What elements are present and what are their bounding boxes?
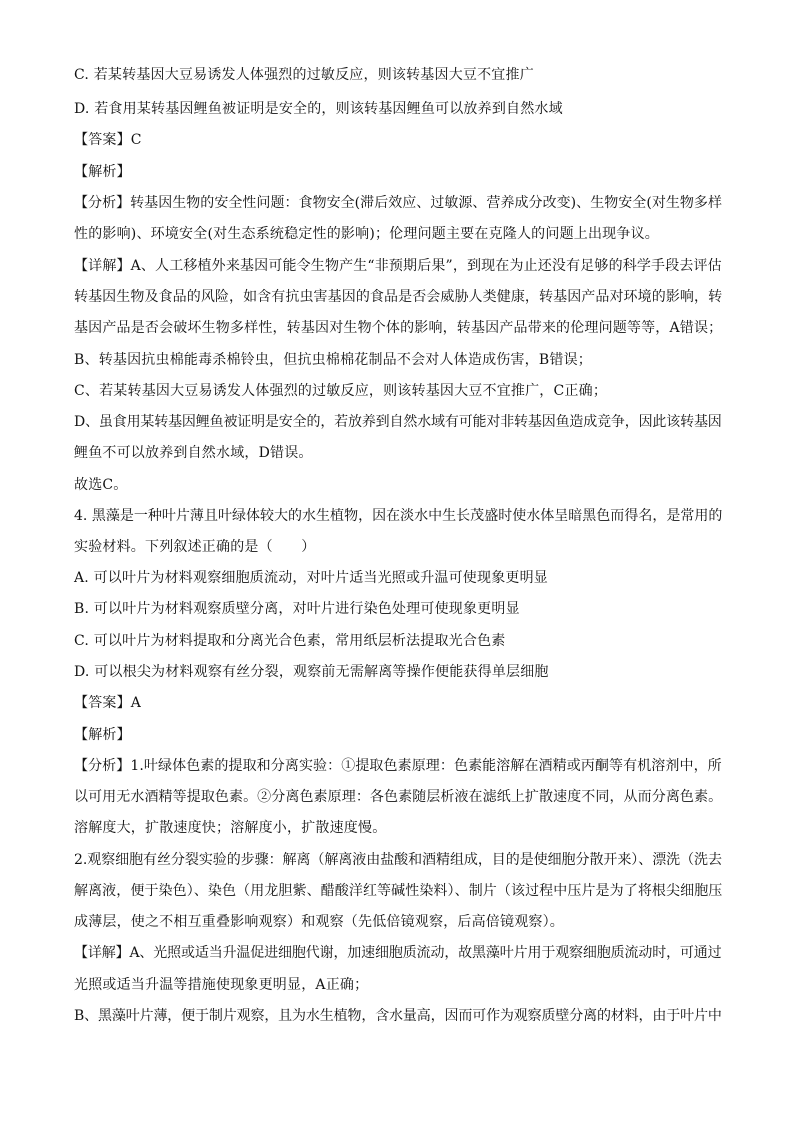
analysis-line: 2.观察细胞有丝分裂实验的步骤：解离（解离液由盐酸和酒精组成，目的是使细胞分散开来）、漂洗（洗去 xyxy=(74,852,722,868)
detail-line: 鲤鱼不可以放养到自然水域，D错误。 xyxy=(74,445,313,461)
question-4-stem: 实验材料。下列叙述正确的是（ ） xyxy=(74,539,316,555)
option-c-line: C. 可以叶片为材料提取和分离光合色素，常用纸层析法提取光合色素 xyxy=(74,633,506,649)
answer-label: 【答案】C xyxy=(74,132,142,148)
detail-line: 【详解】A、人工移植外来基因可能令生物产生“非预期后果”，到现在为止还没有足够的科学手段去评估 xyxy=(74,258,722,274)
answer-label: 【答案】A xyxy=(74,695,142,711)
option-d-line: D. 可以根尖为材料观察有丝分裂，观察前无需解离等操作便能获得单层细胞 xyxy=(74,664,549,680)
option-a-line: A. 可以叶片为材料观察细胞质流动，对叶片适当光照或升温可使现象更明显 xyxy=(74,570,549,586)
option-b-line: B. 可以叶片为材料观察质壁分离，对叶片进行染色处理可使现象更明显 xyxy=(74,601,520,617)
analysis-line: 成薄层，使之不相互重叠影响观察）和观察（先低倍镜观察，后高倍镜观察）。 xyxy=(74,914,564,930)
explanation-label: 【解析】 xyxy=(74,164,131,180)
detail-line: B、转基因抗虫棉能毒杀棉铃虫，但抗虫棉棉花制品不会对人体造成伤害，B错误； xyxy=(74,352,592,368)
detail-line: 转基因生物及食品的风险，如含有抗虫害基因的食品是否会威胁人类健康，转基因产品对环境的影响，转 xyxy=(74,289,723,305)
detail-line: D、虽食用某转基因鲤鱼被证明是安全的，若放养到自然水域有可能对非转基因鱼造成竞争，因此该转基因 xyxy=(74,414,722,430)
explanation-label: 【解析】 xyxy=(74,727,131,743)
question-4-stem: 4. 黑藻是一种叶片薄且叶绿体较大的水生植物，因在淡水中生长茂盛时使水体呈暗黑色而得名，是常用的 xyxy=(74,508,723,524)
analysis-line: 【分析】转基因生物的安全性问题：食物安全(滞后效应、过敏源、营养成分改变)、生物安全(对生物多样 xyxy=(74,195,722,211)
option-c-line: C. 若某转基因大豆易诱发人体强烈的过敏反应，则该转基因大豆不宜推广 xyxy=(74,67,534,83)
detail-line: B、黑藻叶片薄，便于制片观察，且为水生植物，含水量高，因而可作为观察质壁分离的材料，由于叶片中 xyxy=(74,1008,722,1024)
option-d-line: D. 若食用某转基因鲤鱼被证明是安全的，则该转基因鲤鱼可以放养到自然水域 xyxy=(74,101,563,117)
choice-line: 故选C。 xyxy=(74,477,128,493)
detail-line: 【详解】A、光照或适当升温促进细胞代谢，加速细胞质流动，故黑藻叶片用于观察细胞质流动时，可通过 xyxy=(74,945,722,961)
detail-line: 基因产品是否会破坏生物多样性，转基因对生物个体的影响，转基因产品带来的伦理问题等等，A错误； xyxy=(74,320,723,336)
analysis-line: 溶解度大，扩散速度快；溶解度小，扩散速度慢。 xyxy=(74,820,387,836)
analysis-line: 【分析】1.叶绿体色素的提取和分离实验：①提取色素原理：色素能溶解在酒精或丙酮等有机溶剂中，所 xyxy=(74,758,722,774)
analysis-line: 解离液，便于染色）、染色（用龙胆紫、醋酸洋红等碱性染料）、制片（该过程中压片是为了将根尖细胞压 xyxy=(74,883,723,899)
detail-line: C、若某转基因大豆易诱发人体强烈的过敏反应，则该转基因大豆不宜推广，C正确； xyxy=(74,383,608,399)
detail-line: 光照或适当升温等措施使现象更明显，A正确； xyxy=(74,977,369,993)
analysis-line: 性的影响)、环境安全(对生态系统稳定性的影响)；伦理问题主要在克隆人的问题上出现争议。 xyxy=(74,226,659,242)
analysis-line: 以可用无水酒精等提取色素。②分离色素原理：各色素随层析液在滤纸上扩散速度不同，从而分离色素。 xyxy=(74,789,723,805)
